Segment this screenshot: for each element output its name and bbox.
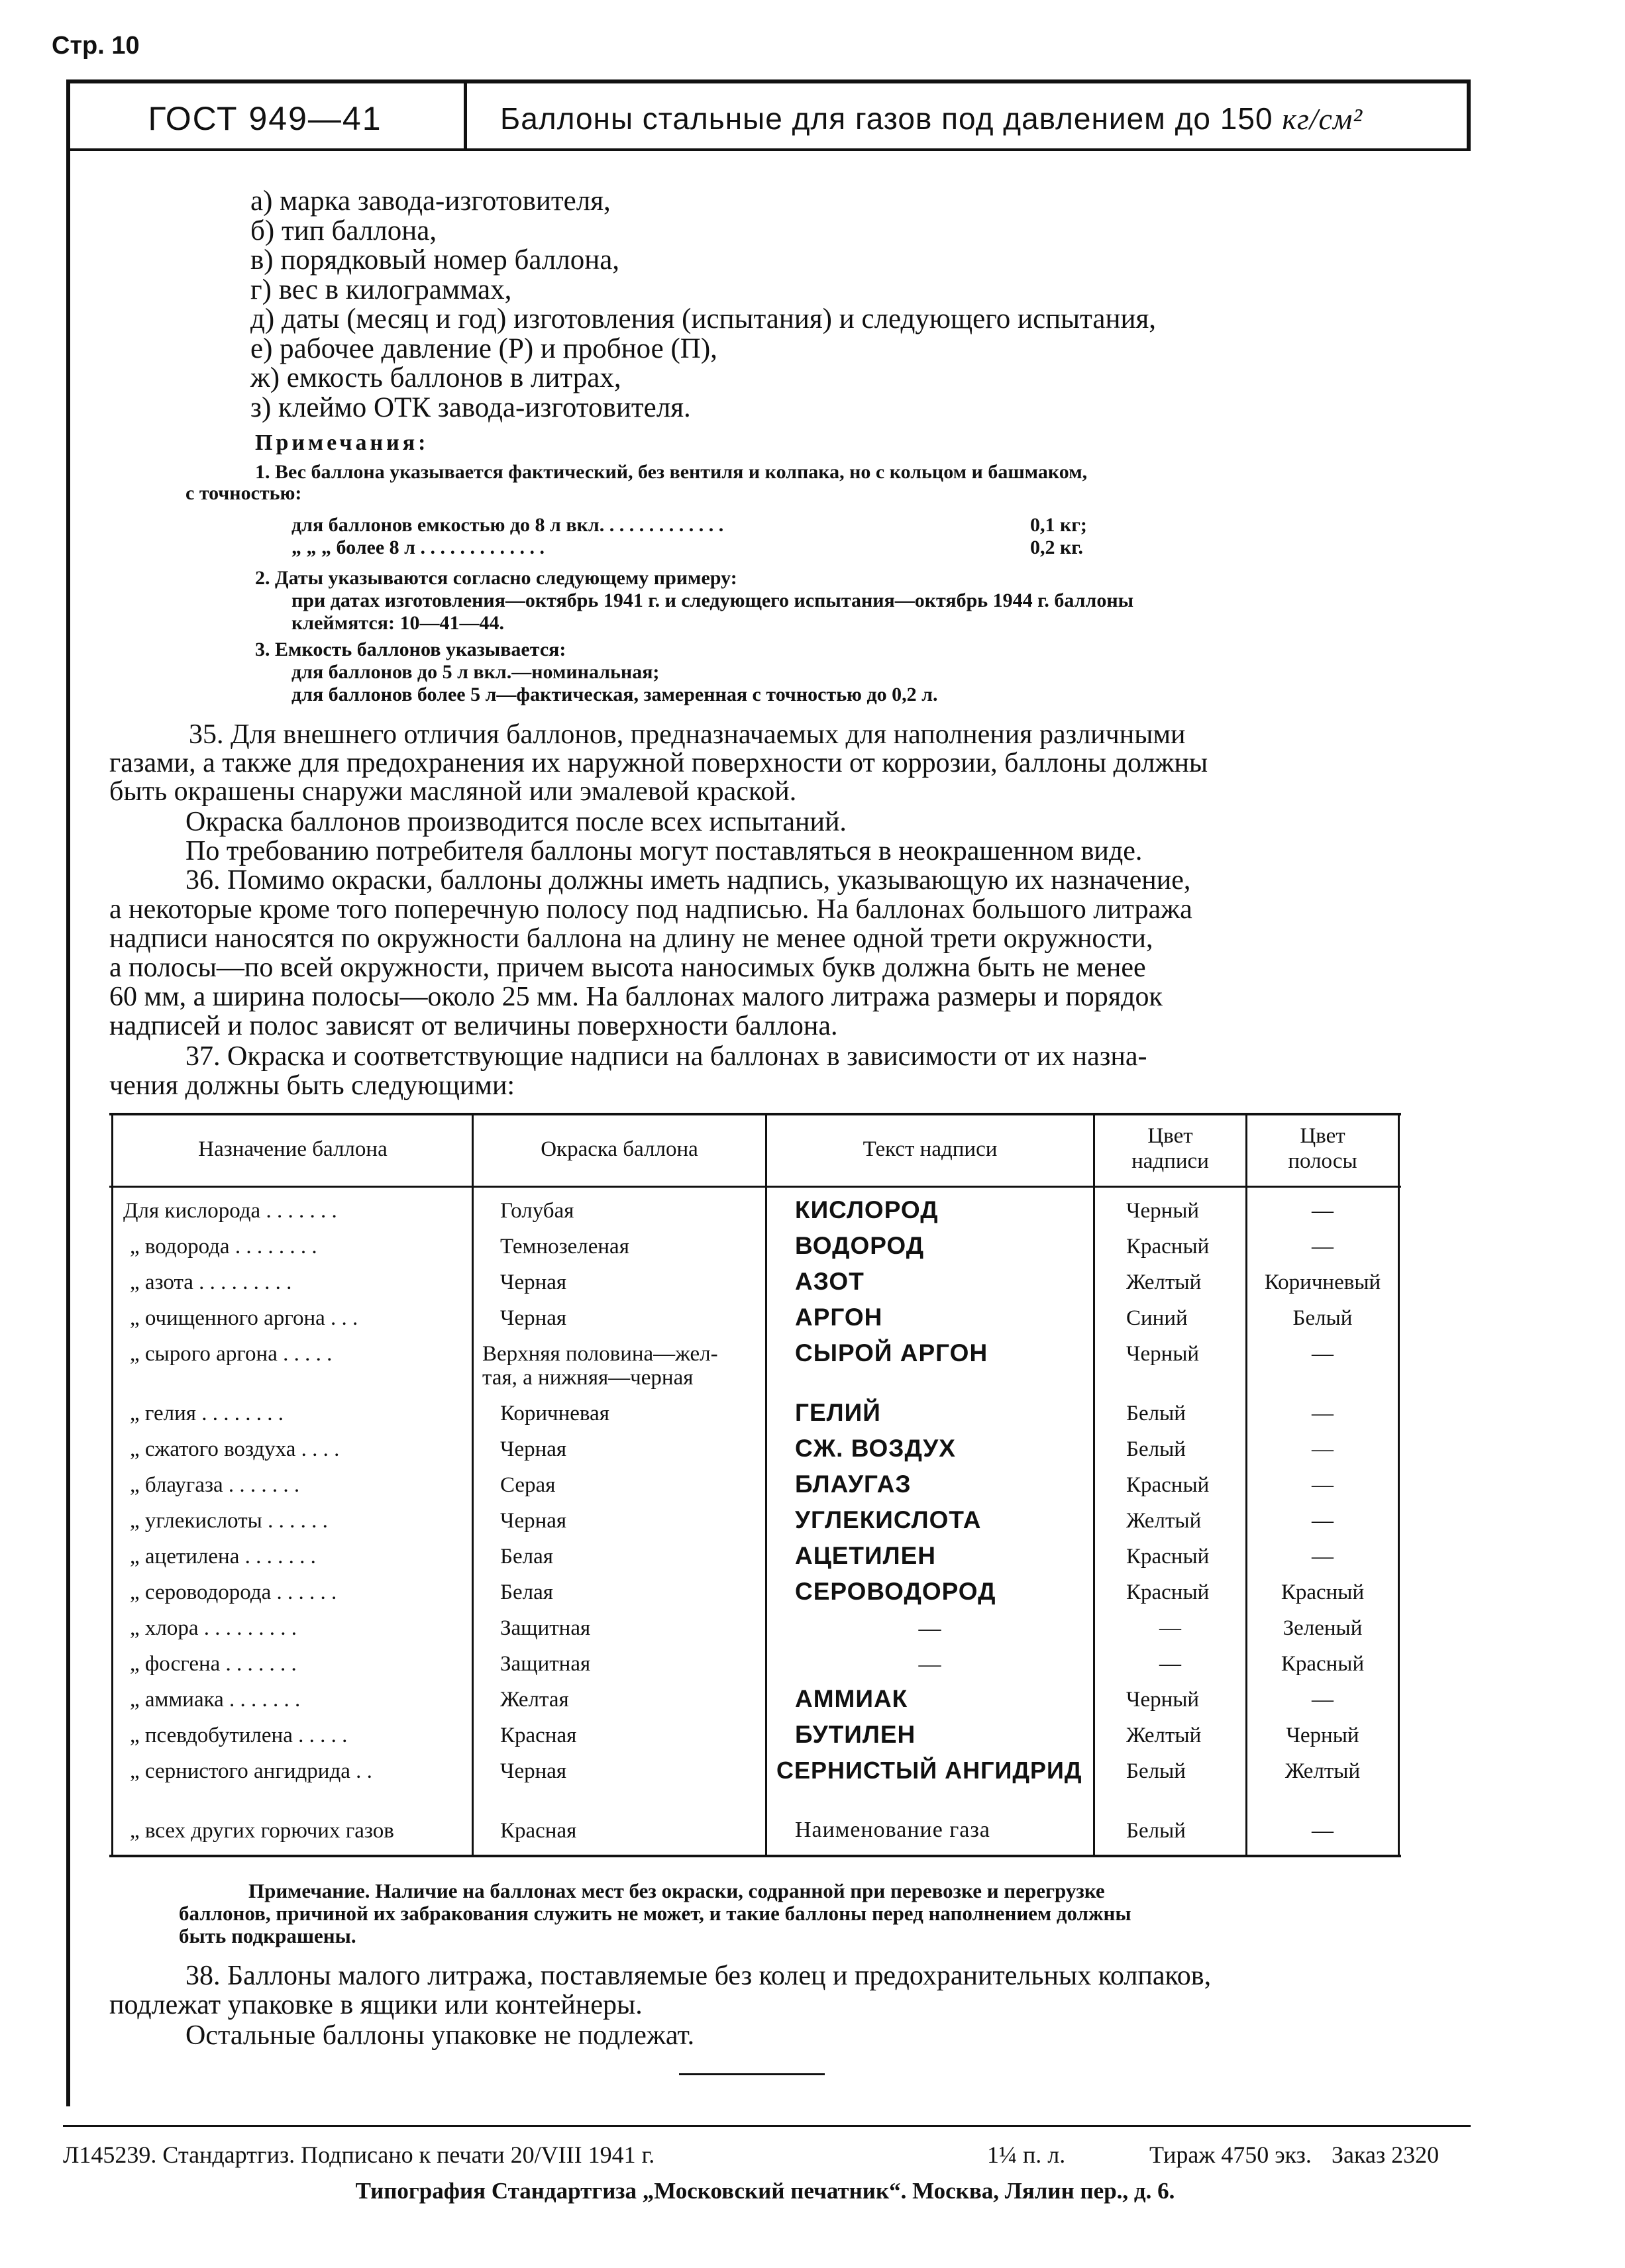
table-cell-paint-line-2: тая, а нижняя—черная <box>482 1366 694 1390</box>
table-note-line: баллонов, причиной их забракования служить не может, и такие баллоны перед наполнением должны <box>179 1902 1131 1925</box>
table-col-rule <box>1093 1113 1095 1857</box>
table-cell-paint: Черная <box>500 1306 567 1330</box>
table-cell-text-color: Красный <box>1126 1235 1210 1259</box>
table-cell-text: СЕРНИСТЫЙ АНГИДРИД <box>776 1757 1082 1784</box>
list-item: г) вес в килограммах, <box>250 274 512 305</box>
page-left-rule <box>66 79 70 2106</box>
table-cell-text-color: Желтый <box>1126 1724 1202 1747</box>
table-cell-purpose: „ сероводорода . . . . . . <box>130 1580 337 1604</box>
table-cell-paint: Белая <box>500 1580 553 1604</box>
imprint-publisher: Л145239. Стандартгиз. Подписано к печати 20/VIII 1941 г. <box>63 2141 655 2168</box>
table-cell-text-color: Черный <box>1126 1199 1200 1223</box>
list-item: з) клеймо ОТК завода-изготовителя. <box>250 391 691 423</box>
header-title-unit: кг/см² <box>1282 102 1363 136</box>
table-cell-purpose: „ очищенного аргона . . . <box>130 1306 358 1330</box>
table-cell-paint: Белая <box>500 1545 553 1569</box>
table-cell-text-color: Красный <box>1126 1545 1210 1569</box>
note-1-row-2-value: 0,2 кг. <box>1030 537 1084 558</box>
paragraph-35-line: Окраска баллонов производится после всех испытаний. <box>185 807 847 837</box>
note-2-line-3: клеймятся: 10—41—44. <box>291 612 505 634</box>
standard-number: ГОСТ 949—41 <box>148 100 382 137</box>
table-note-line: Примечание. Наличие на баллонах мест без окраски, содранной при перевозке и перегрузке <box>248 1879 1105 1902</box>
table-cell-text-color: Желтый <box>1126 1270 1202 1294</box>
table-cell-purpose: Для кислорода . . . . . . . <box>123 1199 337 1223</box>
list-item: б) тип баллона, <box>250 215 437 246</box>
table-cell-stripe: — <box>1312 1402 1334 1425</box>
table-cell-stripe: Красный <box>1281 1652 1365 1676</box>
list-item: в) порядковый номер баллона, <box>250 244 620 276</box>
table-cell-text: УГЛЕКИСЛОТА <box>795 1506 982 1533</box>
table-cell-paint: Черная <box>500 1270 567 1294</box>
paragraph-36-line: 36. Помимо окраски, баллоны должны иметь надпись, указывающую их назначение, <box>185 865 1191 896</box>
table-cell-stripe: Красный <box>1281 1580 1365 1604</box>
table-cell-paint: Черная <box>500 1509 567 1533</box>
table-cell-purpose: „ аммиака . . . . . . . <box>130 1688 301 1712</box>
paragraph-37-line: чения должны быть следующими: <box>109 1070 515 1101</box>
table-cell-text-color: — <box>1159 1652 1181 1676</box>
imprint-sheets: 1¼ п. л. <box>987 2141 1066 2168</box>
table-cell-purpose: „ сырого аргона . . . . . <box>130 1342 333 1366</box>
imprint-print-run: Тираж 4750 экз. <box>1149 2141 1312 2168</box>
table-cell-text: — <box>918 1616 942 1641</box>
table-cell-text-color: Белый <box>1126 1402 1186 1425</box>
table-cell-text: АРГОН <box>795 1304 883 1331</box>
table-cell-text-color: Желтый <box>1126 1509 1202 1533</box>
closing-rule <box>679 2073 825 2075</box>
footer-rule <box>63 2125 1471 2127</box>
paragraph-35-line: быть окрашены снаружи масляной или эмалевой краской. <box>109 776 797 807</box>
paragraph-38-line: подлежат упаковке в ящики или контейнеры. <box>109 1990 643 2020</box>
table-cell-text: — <box>918 1652 942 1676</box>
list-item: а) марка завода-изготовителя, <box>250 185 611 217</box>
note-1-row-1-value: 0,1 кг; <box>1030 514 1087 536</box>
table-cell-text: СЖ. ВОЗДУХ <box>795 1435 956 1462</box>
note-2-line-2: при датах изготовления—октябрь 1941 г. и следующего испытания—октябрь 1944 г. баллоны <box>291 590 1134 611</box>
paragraph-38-line: 38. Баллоны малого литража, поставляемые без колец и предохранительных колпаков, <box>185 1961 1212 1991</box>
table-cell-text: АЗОТ <box>795 1268 865 1295</box>
table-cell-stripe: — <box>1312 1545 1334 1569</box>
table-header-text-color: Цвет надписи <box>1131 1124 1209 1173</box>
table-cell-text: АММИАК <box>795 1685 908 1712</box>
table-cell-stripe: — <box>1312 1509 1334 1533</box>
table-cell-text: Наименование газа <box>795 1818 990 1842</box>
list-item: д) даты (месяц и год) изготовления (испытания) и следующего испытания, <box>250 303 1157 335</box>
table-cell-text-color: Белый <box>1126 1819 1186 1843</box>
note-2-line-1: 2. Даты указываются согласно следующему примеру: <box>255 567 737 589</box>
table-cell-stripe: — <box>1312 1437 1334 1461</box>
page-number: Стр. 10 <box>52 32 140 60</box>
paragraph-35-line: газами, а также для предохранения их наружной поверхности от коррозии, баллоны должны <box>109 748 1208 778</box>
header-title: Баллоны стальные для газов под давлением до 150 кг/см² <box>500 101 1363 136</box>
note-1-line-1: 1. Вес баллона указывается фактический, без вентиля и колпака, но с кольцом и башмаком, <box>255 461 1088 483</box>
table-top-rule <box>109 1113 1401 1115</box>
table-cell-text: КИСЛОРОД <box>795 1196 939 1223</box>
note-3-line-1: 3. Емкость баллонов указывается: <box>255 639 566 660</box>
note-1-line-2: с точностью: <box>185 482 302 504</box>
table-cell-text-color: Белый <box>1126 1759 1186 1783</box>
table-cell-text: СЕРОВОДОРОД <box>795 1578 996 1605</box>
table-cell-stripe: — <box>1312 1688 1334 1712</box>
list-item: ж) емкость баллонов в литрах, <box>250 362 621 393</box>
note-1-row-2-label: „ „ „ более 8 л . . . . . . . . . . . . . <box>291 537 545 558</box>
table-cell-purpose: „ водорода . . . . . . . . <box>130 1235 317 1259</box>
marking-list <box>250 187 1156 423</box>
table-cell-text: ВОДОРОД <box>795 1232 925 1259</box>
list-item: е) рабочее давление (Р) и пробное (П), <box>250 333 717 364</box>
table-cell-text-color: Черный <box>1126 1342 1200 1366</box>
table-cell-stripe: Белый <box>1292 1306 1353 1330</box>
table-cell-stripe: Черный <box>1286 1724 1359 1747</box>
imprint-order: Заказ 2320 <box>1332 2141 1440 2168</box>
table-cell-purpose: „ азота . . . . . . . . . <box>130 1270 292 1294</box>
table-cell-text-color: Черный <box>1126 1688 1200 1712</box>
table-cell-purpose: „ псевдобутилена . . . . . <box>130 1724 348 1747</box>
header-right-rule <box>1467 79 1471 151</box>
table-cell-text-color: Синий <box>1126 1306 1188 1330</box>
table-cell-stripe: — <box>1312 1342 1334 1366</box>
table-cell-text: БУТИЛЕН <box>795 1721 916 1748</box>
table-cell-purpose: „ всех других горючих газов <box>130 1819 394 1843</box>
table-header-purpose: Назначение баллона <box>198 1137 388 1161</box>
table-cell-stripe: — <box>1312 1199 1334 1223</box>
table-cell-purpose: „ блаугаза . . . . . . . <box>130 1473 300 1497</box>
table-cell-paint: Защитная <box>500 1616 591 1640</box>
note-3-line-3: для баллонов более 5 л—фактическая, замеренная с точностью до 0,2 л. <box>291 684 938 705</box>
table-cell-paint: Красная <box>500 1724 577 1747</box>
table-cell-text-color: Красный <box>1126 1473 1210 1497</box>
table-cell-paint: Защитная <box>500 1652 591 1676</box>
paragraph-36-line: 60 мм, а ширина полосы—около 25 мм. На баллонах малого литража размеры и порядок <box>109 982 1163 1012</box>
paragraph-36-line: а полосы—по всей окружности, причем высота наносимых букв должна быть не менее <box>109 953 1146 983</box>
table-bottom-rule <box>109 1855 1401 1857</box>
table-cell-paint: Желтая <box>500 1688 569 1712</box>
table-cell-stripe: — <box>1312 1473 1334 1497</box>
table-cell-paint: Черная <box>500 1759 567 1783</box>
table-header-rule <box>109 1186 1401 1188</box>
table-cell-text-color: — <box>1159 1616 1181 1640</box>
table-cell-purpose: „ сжатого воздуха . . . . <box>130 1437 340 1461</box>
notes-title: Примечания: <box>255 431 429 455</box>
table-cell-purpose: „ хлора . . . . . . . . . <box>130 1616 297 1640</box>
paragraph-36-line: надписи наносятся по окружности баллона на длину не менее одной трети окружности, <box>109 923 1153 954</box>
table-cell-paint: Коричневая <box>500 1402 609 1425</box>
table-cell-text-color: Красный <box>1126 1580 1210 1604</box>
paragraph-35-line: 35. Для внешнего отличия баллонов, предназначаемых для наполнения различными <box>189 719 1186 750</box>
table-note-line: быть подкрашены. <box>179 1924 356 1947</box>
table-cell-stripe: Зеленый <box>1283 1616 1363 1640</box>
table-cell-paint: Серая <box>500 1473 556 1497</box>
table-col-rule <box>472 1113 474 1857</box>
header-top-rule <box>66 79 1471 83</box>
table-cell-purpose: „ фосгена . . . . . . . <box>130 1652 297 1676</box>
table-cell-text: СЫРОЙ АРГОН <box>795 1339 988 1366</box>
table-header-text: Текст надписи <box>863 1137 998 1161</box>
table-cell-paint: Верхняя половина—жел- <box>482 1342 718 1366</box>
note-1-row-1-label: для баллонов емкостью до 8 л вкл. . . . . . . . . . . . . <box>291 514 724 536</box>
table-cell-purpose: „ углекислоты . . . . . . <box>130 1509 328 1533</box>
header-divider <box>464 83 467 148</box>
table-left-rule <box>111 1113 113 1857</box>
table-cell-text-color: Белый <box>1126 1437 1186 1461</box>
table-cell-text: АЦЕТИЛЕН <box>795 1542 936 1569</box>
table-cell-purpose: „ гелия . . . . . . . . <box>130 1402 284 1425</box>
paragraph-38-line: Остальные баллоны упаковке не подлежат. <box>185 2020 695 2051</box>
paragraph-37-line: 37. Окраска и соответствующие надписи на баллонах в зависимости от их назна- <box>185 1041 1147 1072</box>
paragraph-35-line: По требованию потребителя баллоны могут поставляться в неокрашенном виде. <box>185 836 1143 866</box>
table-cell-text: БЛАУГАЗ <box>795 1470 912 1498</box>
table-cell-paint: Красная <box>500 1819 577 1843</box>
header-bottom-rule <box>66 148 1471 151</box>
paragraph-36-line: надписей и полос зависят от величины поверхности баллона. <box>109 1011 838 1041</box>
table-header-stripe-color: Цвет полосы <box>1288 1124 1357 1173</box>
paragraph-36-line: а некоторые кроме того поперечную полосу под надписью. На баллонах большого литража <box>109 894 1192 925</box>
printer-line: Типография Стандартгиза „Московский печатник“. Москва, Лялин пер., д. 6. <box>355 2178 1175 2204</box>
table-right-rule <box>1398 1113 1400 1857</box>
note-3-line-2: для баллонов до 5 л вкл.—номинальная; <box>291 661 660 683</box>
table-cell-paint: Темнозеленая <box>500 1235 629 1259</box>
table-cell-purpose: „ сернистого ангидрида . . <box>130 1759 372 1783</box>
table-cell-stripe: — <box>1312 1235 1334 1259</box>
table-cell-stripe: — <box>1312 1819 1334 1843</box>
table-cell-paint: Голубая <box>500 1199 574 1223</box>
table-cell-stripe: Желтый <box>1284 1759 1361 1783</box>
table-col-rule <box>765 1113 767 1857</box>
table-cell-text: ГЕЛИЙ <box>795 1399 881 1426</box>
table-cell-purpose: „ ацетилена . . . . . . . <box>130 1545 316 1569</box>
table-cell-paint: Черная <box>500 1437 567 1461</box>
table-header-paint: Окраска баллона <box>541 1137 698 1161</box>
table-cell-stripe: Коричневый <box>1264 1270 1381 1294</box>
